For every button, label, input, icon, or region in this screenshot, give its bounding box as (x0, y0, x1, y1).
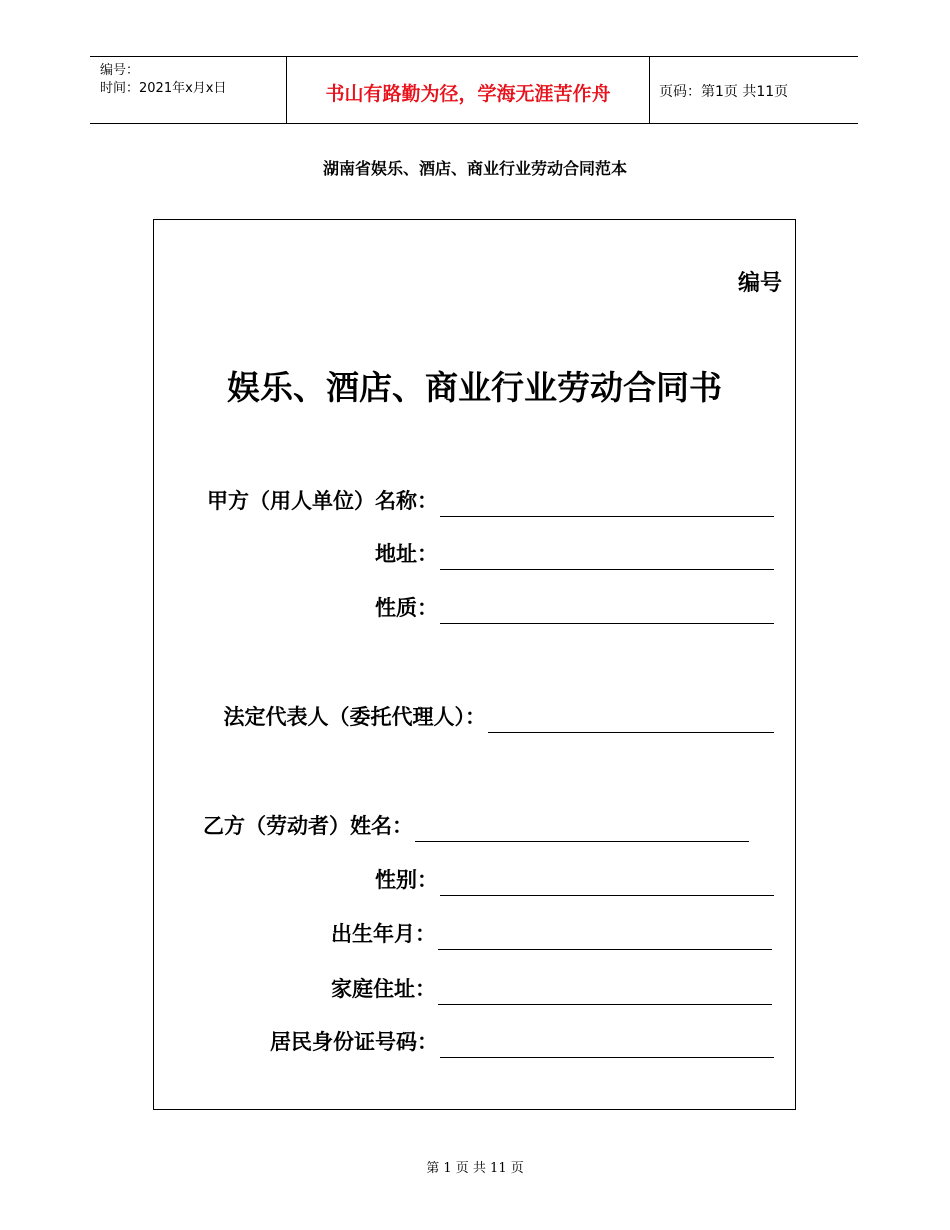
id-number-input[interactable] (440, 1028, 774, 1056)
gender-underline (440, 895, 774, 896)
address-label: 地址： (375, 542, 438, 566)
employer-name-underline (440, 516, 774, 517)
id-number-field (270, 1026, 774, 1058)
header-time-label: 时间：2021年x月x日 (100, 81, 227, 96)
nature-input[interactable] (440, 594, 774, 622)
employee-name-field (203, 810, 749, 842)
address-underline (440, 569, 774, 570)
employee-name-label: 乙方（劳动者）姓名： (203, 814, 413, 838)
birth-date-field (331, 918, 772, 950)
header-serial-label: 编号： (100, 63, 140, 78)
birth-date-underline (438, 949, 772, 950)
id-number-underline (440, 1057, 774, 1058)
gender-field (375, 864, 774, 896)
header-middle-cell (286, 57, 650, 123)
legal-representative-field (223, 701, 774, 733)
gender-label: 性别： (375, 868, 438, 892)
header-motto: 书山有路勤为径，学海无涯苦作舟 (325, 83, 611, 105)
nature-field (375, 592, 774, 624)
header-page-code: 页码：第1页 共11页 (659, 84, 789, 100)
nature-underline (440, 623, 774, 624)
header-left-cell (90, 57, 286, 123)
employee-name-input[interactable] (415, 812, 749, 840)
page-header (90, 56, 858, 124)
legal-representative-input[interactable] (488, 703, 774, 731)
id-number-label: 居民身份证号码： (270, 1030, 438, 1054)
employer-name-field (207, 485, 774, 517)
home-address-input[interactable] (438, 975, 772, 1003)
contract-title: 娱乐、酒店、商业行业劳动合同书 (227, 368, 722, 407)
employer-name-label: 甲方（用人单位）名称： (207, 489, 438, 513)
address-field (375, 538, 774, 570)
legal-representative-label: 法定代表人（委托代理人）： (223, 705, 486, 729)
nature-label: 性质： (375, 596, 438, 620)
gender-input[interactable] (440, 866, 774, 894)
home-address-label: 家庭住址： (331, 977, 436, 1001)
home-address-underline (438, 1004, 772, 1005)
header-right-cell (649, 57, 858, 123)
employer-name-input[interactable] (440, 487, 774, 515)
document-title: 湖南省娱乐、酒店、商业行业劳动合同范本 (322, 159, 627, 178)
birth-date-label: 出生年月： (331, 922, 436, 946)
legal-representative-underline (488, 732, 774, 733)
address-input[interactable] (440, 540, 774, 568)
contract-cover-frame (153, 219, 796, 1110)
home-address-field (331, 973, 772, 1005)
employee-name-underline (415, 841, 749, 842)
page-footer: 第 1 页 共 11 页 (426, 1161, 524, 1176)
contract-serial-label: 编号 (737, 271, 782, 296)
birth-date-input[interactable] (438, 920, 772, 948)
